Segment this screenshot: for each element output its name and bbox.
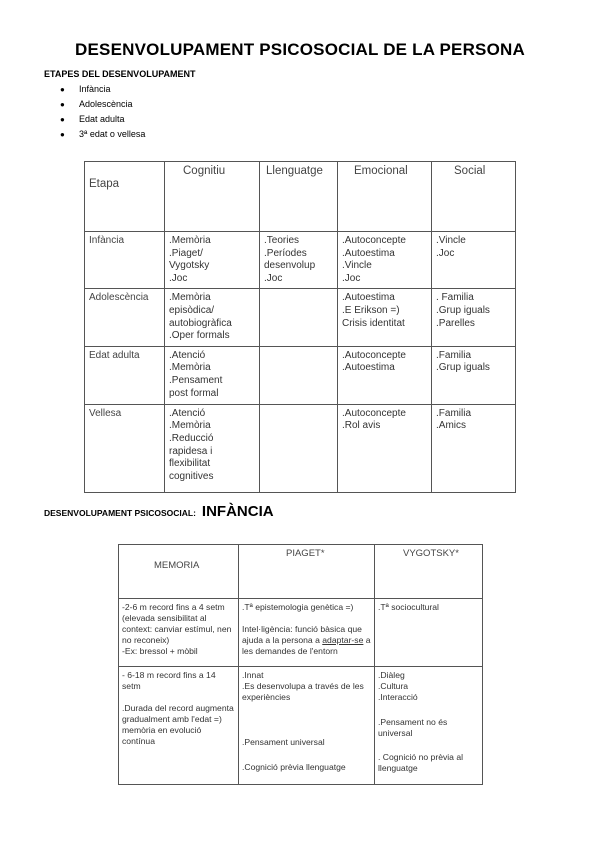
piaget-definition: Intel·ligència: funció bàsica que ajuda a la persona a adaptar-se a les demandes de l'entorn [242,624,371,656]
table-row [119,599,483,667]
piaget-point: .Cognició prèvia llenguatge [242,762,346,772]
stages-heading: ETAPES DEL DESENVOLUPAMENT [44,69,196,79]
header-piaget: PIAGET* [239,545,375,599]
table-row [85,289,516,346]
cell-social: . Familia .Grup iguals .Parelles [432,289,516,346]
cell-cognitiu: .Memòria episòdica/ autobiogràfica .Oper formals [165,289,260,346]
section-heading [44,503,274,521]
cell-llenguatge: .Teories .Períodes desenvolup .Joc [260,232,338,289]
table-row [119,667,483,785]
cell-memoria: -2-6 m record fins a 4 setm (elevada sensibilitat al context: canviar estímul, nen no reconeix) -Ex: bressol + mòbil [119,599,239,667]
cell-etapa: Edat adulta [85,346,165,404]
cell-cognitiu: .Atenció .Memòria .Reducció rapidesa i flexibilitat cognitives [165,404,260,492]
cell-social: .Vincle .Joc [432,232,516,289]
header-vygotsky: VYGOTSKY* [375,545,483,599]
cell-etapa: Vellesa [85,404,165,492]
cell-piaget [239,599,375,667]
piaget-heading: .Tª epistemologia genètica =) [242,602,354,612]
page-title: DESENVOLUPAMENT PSICOSOCIAL DE LA PERSONA [75,40,525,59]
cell-llenguatge [260,346,338,404]
piaget-point: .Innat .Es desenvolupa a través de les experiències [242,670,364,702]
cell-llenguatge [260,289,338,346]
header-social: Social [432,162,516,232]
cell-social: .Familia .Grup iguals [432,346,516,404]
cell-emocional: .Autoconcepte .Autoestima [338,346,432,404]
header-memoria: MEMORIA [119,545,239,599]
cell-vygotsky: .Tª sociocultural [375,599,483,667]
section-heading-stage: INFÀNCIA [201,503,274,520]
table-row [85,346,516,404]
cell-memoria: - 6-18 m record fins a 14 setm .Durada del record augmenta gradualment amb l'edat =) memòria en evolució contínua [119,667,239,785]
vygotsky-point: .Pensament no és universal [378,717,448,738]
development-table [84,161,516,493]
header-emocional: Emocional [338,162,432,232]
list-item: ● Adolescència [60,97,145,112]
vygotsky-point: .Diàleg .Cultura .Interacció [378,670,418,702]
list-item: ● Infància [60,82,145,97]
list-item: ● Edat adulta [60,112,145,127]
cell-llenguatge [260,404,338,492]
cell-emocional: .Autoestima .E Erikson =) Crisis identitat [338,289,432,346]
cell-etapa: Infància [85,232,165,289]
cell-cognitiu: .Memòria .Piaget/ Vygotsky .Joc [165,232,260,289]
cell-etapa: Adolescència [85,289,165,346]
table-row [85,404,516,492]
cell-piaget [239,667,375,785]
piaget-point: .Pensament universal [242,737,325,747]
table-row [85,232,516,289]
stages-list [60,82,145,142]
cell-vygotsky [375,667,483,785]
header-llenguatge: Llenguatge [260,162,338,232]
cell-emocional: .Autoconcepte .Rol avis [338,404,432,492]
section-heading-prefix: DESENVOLUPAMENT PSICOSOCIAL: [44,508,196,518]
cell-social: .Familia .Amics [432,404,516,492]
cell-emocional: .Autoconcepte .Autoestima .Vincle .Joc [338,232,432,289]
vygotsky-point: . Cognició no prèvia al llenguatge [378,752,464,773]
header-cognitiu: Cognitiu [165,162,260,232]
cell-cognitiu: .Atenció .Memòria .Pensament post formal [165,346,260,404]
list-item: ● 3ª edat o vellesa [60,127,145,142]
infancia-table [118,544,483,785]
header-etapa: Etapa [85,162,165,232]
